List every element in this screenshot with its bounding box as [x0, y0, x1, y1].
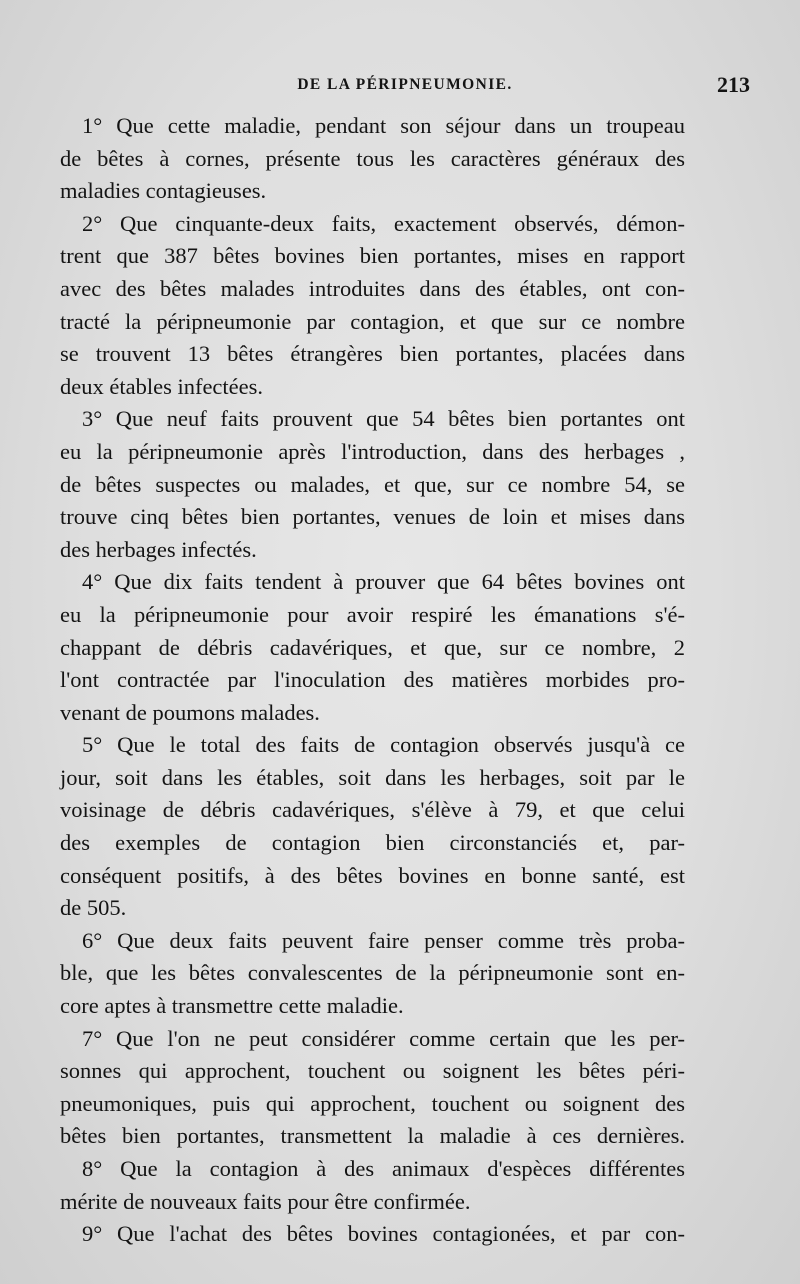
text-line: chappant de débris cadavériques, et que, sur ce nombre, 2 [60, 634, 685, 660]
text-line: se trouvent 13 bêtes étrangères bien portantes, placées dans [60, 341, 685, 367]
text-line: 7° Que l'on ne peut considérer comme certain que les per- [82, 1025, 685, 1051]
text-line: trouve cinq bêtes bien portantes, venues de loin et mises dans [60, 504, 685, 530]
text-line: ble, que les bêtes convalescentes de la péripneumonie sont en- [60, 960, 685, 986]
text-line: 6° Que deux faits peuvent faire penser comme très proba- [82, 927, 685, 953]
text-line: 4° Que dix faits tendent à prouver que 64 bêtes bovines ont [82, 569, 685, 595]
text-line: l'ont contractée par l'inoculation des matières morbides pro- [60, 667, 685, 693]
running-title: DE LA PÉRIPNEUMONIE. [297, 76, 513, 93]
text-line: de bêtes à cornes, présente tous les caractères généraux des [60, 145, 685, 171]
text-line: 1° Que cette maladie, pendant son séjour dans un troupeau [82, 113, 685, 138]
text-line: mérite de nouveaux faits pour être confirmée. [60, 1188, 471, 1214]
text-line: maladies contagieuses. [60, 178, 267, 204]
text-line: des exemples de contagion bien circonstanciés et, par- [60, 830, 685, 856]
text-line: eu la péripneumonie après l'introduction, dans des herbages , [60, 438, 685, 464]
text-line: trent que 387 bêtes bovines bien portantes, mises en rapport [60, 243, 685, 269]
text-line: de bêtes suspectes ou malades, et que, sur ce nombre 54, se [60, 471, 685, 497]
text-line: 8° Que la contagion à des animaux d'espèces différentes [82, 1156, 685, 1181]
text-line: 5° Que le total des faits de contagion observés jusqu'à ce [82, 732, 685, 758]
text-line: jour, soit dans les étables, soit dans les herbages, soit par le [60, 764, 685, 790]
running-head [60, 72, 750, 102]
text-line: deux étables infectées. [60, 373, 264, 399]
text-line: sonnes qui approchent, touchent ou soignent les bêtes péri- [60, 1058, 685, 1084]
text-line: des herbages infectés. [60, 536, 257, 562]
text-line: avec des bêtes malades introduites dans des étables, ont con- [60, 275, 685, 301]
text-line: 3° Que neuf faits prouvent que 54 bêtes bien portantes ont [82, 406, 685, 432]
text-line: eu la péripneumonie pour avoir respiré les émanations s'é- [60, 601, 685, 627]
text-line: bêtes bien portantes, transmettent la maladie à ces dernières. [60, 1123, 685, 1149]
page-number: 213 [717, 72, 750, 97]
text-line: pneumoniques, puis qui approchent, touchent ou soignent des [60, 1090, 685, 1116]
text-line: conséquent positifs, à des bêtes bovines en bonne santé, est [60, 862, 685, 888]
text-line: core aptes à transmettre cette maladie. [60, 993, 404, 1019]
body-text [60, 110, 685, 1251]
text-line: 9° Que l'achat des bêtes bovines contagionées, et par con- [82, 1221, 685, 1247]
text-line: 2° Que cinquante-deux faits, exactement observés, démon- [82, 210, 685, 236]
text-line: voisinage de débris cadavériques, s'élève à 79, et que celui [60, 797, 685, 823]
text-line: de 505. [60, 895, 127, 921]
text-line: venant de poumons malades. [60, 699, 320, 725]
text-line: tracté la péripneumonie par contagion, et que sur ce nombre [60, 308, 685, 334]
